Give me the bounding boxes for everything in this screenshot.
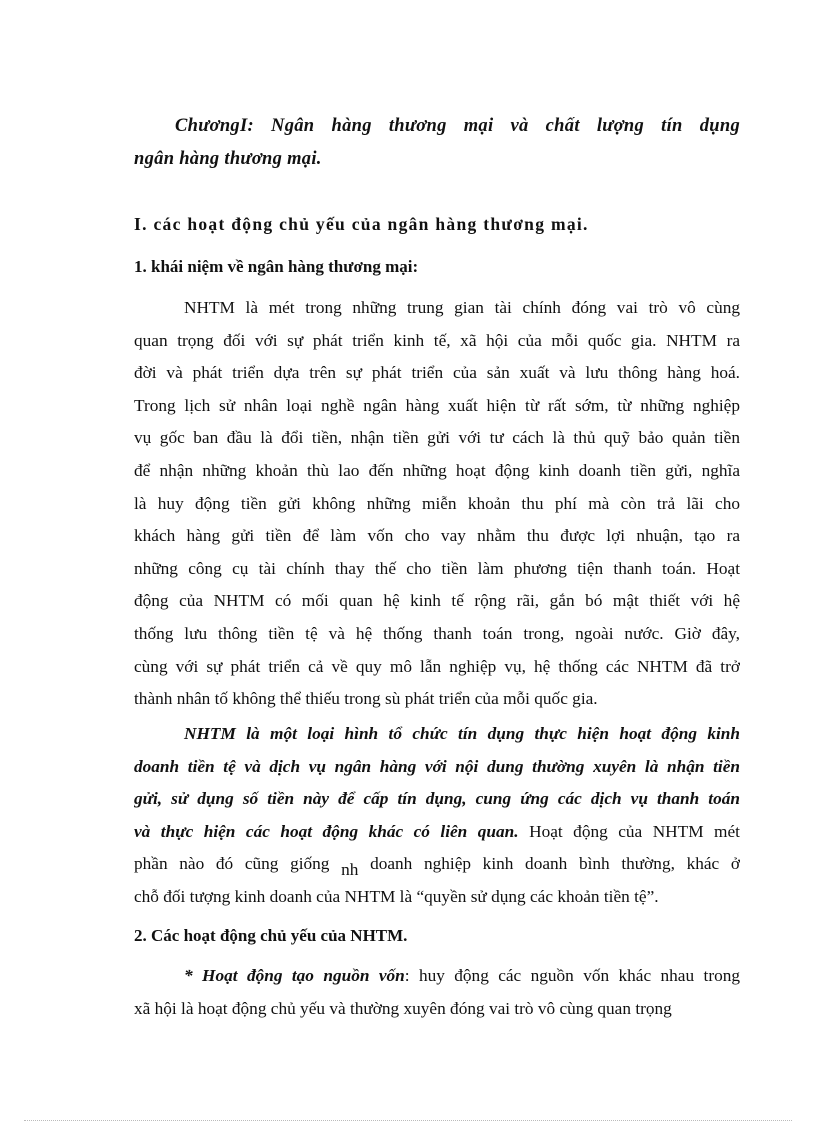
plain-phrase: phần nào đó cũng giống	[134, 854, 342, 874]
subsection-heading-1: 1. khái niệm về ngân hàng thương mại:	[134, 257, 419, 276]
paragraph-line-bold: gửi, sử dụng số tiền này để cấp tín dụng, cung ứng các dịch vụ thanh toán	[134, 789, 740, 809]
chapter-title-line2: ngân hàng thương mại.	[134, 149, 322, 169]
section-heading: I. các hoạt động chủ yếu của ngân hàng thương mại.	[134, 214, 589, 234]
plain-phrase: doanh nghiệp kinh doanh bình thường, khác ở	[358, 854, 740, 874]
paragraph-legal-definition	[134, 718, 740, 914]
paragraph-line	[134, 816, 740, 849]
paragraph-line: quan trọng đối với sự phát triển kinh tế, xã hội của mỗi quốc gia. NHTM ra	[134, 330, 740, 350]
paragraph-line: những công cụ tài chính thay thế cho tiền làm phương tiện thanh toán. Hoạt	[134, 558, 740, 578]
paragraph-line: NHTM là mét trong những trung gian tài chính đóng vai trò vô cùng	[184, 298, 740, 317]
bold-phrase: và thực hiện các hoạt động khác có liên quan.	[134, 821, 519, 841]
subsection-heading-2: 2. Các hoạt động chủ yếu của NHTM.	[134, 926, 408, 945]
paragraph-line	[134, 848, 740, 881]
paragraph-line: thống lưu thông tiền tệ và hệ thống thanh toán trong, ngoài nước. Giờ đây,	[134, 623, 740, 643]
subscript-fragment: nh	[341, 860, 359, 880]
paragraph-line: thành nhân tố không thể thiếu trong sù phát triển của mỗi quốc gia.	[134, 689, 598, 709]
paragraph-line: cùng với sự phát triển cả về quy mô lẫn nghiệp vụ, hệ thống các NHTM đã trở	[134, 656, 740, 676]
bold-phrase: * Hoạt động tạo nguồn vốn	[184, 966, 405, 985]
paragraph-line: là huy động tiền gửi không những miễn khoản thu phí mà còn trả lãi cho	[134, 493, 740, 513]
paragraph-line-bold: NHTM là một loại hình tổ chức tín dụng thực hiện hoạt động kinh	[184, 724, 740, 743]
paragraph-line-bold: doanh tiền tệ và dịch vụ ngân hàng với nội dung thường xuyên là nhận tiền	[134, 756, 740, 776]
paragraph-line: chỗ đối tượng kinh doanh của NHTM là “quyền sử dụng các khoản tiền tệ”.	[134, 886, 659, 906]
paragraph-line: động của NHTM có mối quan hệ kinh tế rộng rãi, gắn bó mật thiết với hệ	[134, 591, 740, 611]
paragraph-line: khách hàng gửi tiền để làm vốn cho vay nhằm thu được lợi nhuận, tạo ra	[134, 526, 740, 546]
paragraph-definition	[134, 292, 740, 716]
page-bottom-rule	[24, 1120, 792, 1121]
paragraph-line: Trong lịch sử nhân loại nghề ngân hàng xuất hiện từ rất sớm, từ những nghiệp	[134, 395, 740, 415]
paragraph-line: vụ gốc ban đầu là đổi tiền, nhận tiền gửi với tư cách là thủ quỹ bảo quản tiền	[134, 428, 740, 448]
plain-phrase: : huy động các nguồn vốn khác nhau trong	[404, 966, 740, 985]
chapter-title-line1: ChươngI: Ngân hàng thương mại và chất lượng tín dụng	[175, 116, 740, 136]
plain-phrase: Hoạt động của NHTM mét	[518, 821, 740, 841]
chapter-title	[134, 110, 740, 176]
paragraph-line: xã hội là hoạt động chủ yếu và thường xuyên đóng vai trò vô cùng quan trọng	[134, 998, 672, 1018]
paragraph-line	[134, 960, 740, 993]
paragraph-line: để nhận những khoản thù lao đến những hoạt động kinh doanh tiền gửi, nghĩa	[134, 460, 740, 480]
paragraph-capital-raising	[134, 960, 740, 1025]
paragraph-line: đời và phát triển dựa trên sự phát triển của sản xuất và lưu thông hàng hoá.	[134, 363, 740, 383]
